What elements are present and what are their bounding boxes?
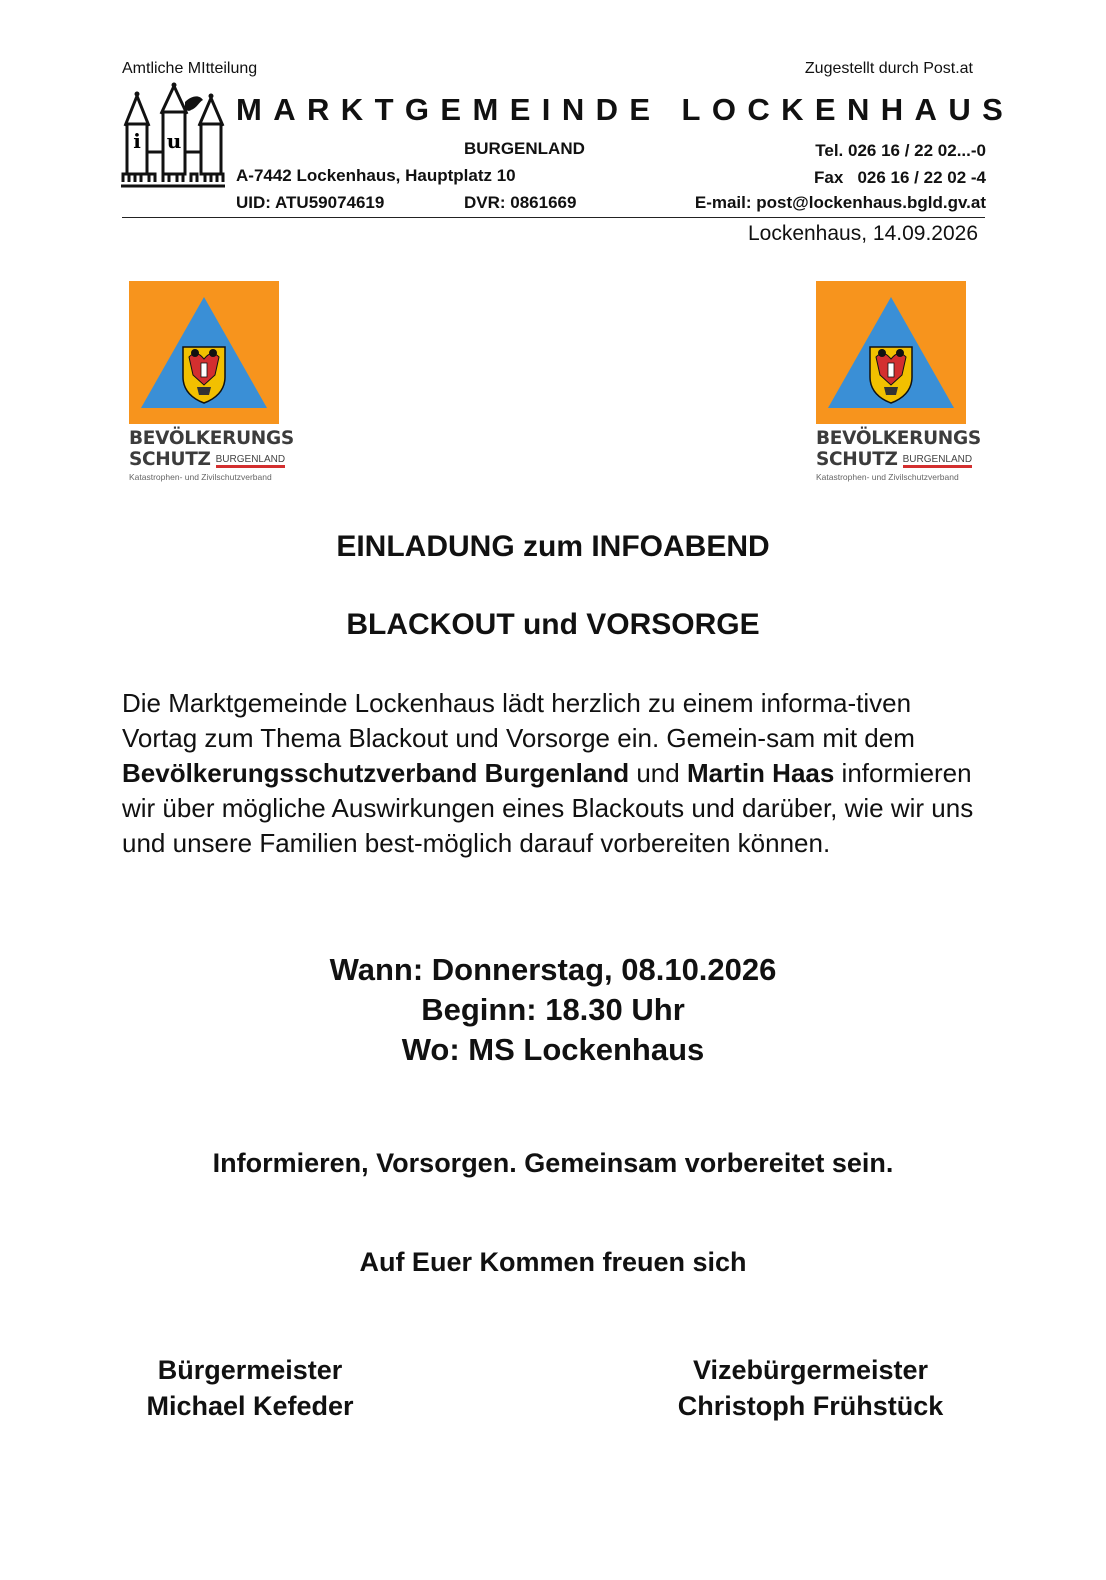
telephone-number: Tel. 026 16 / 22 02...-0 — [815, 141, 986, 160]
paragraph-text-2: und — [629, 758, 687, 788]
mayor-name: Michael Kefeder — [146, 1391, 354, 1421]
vice-mayor-title: Vizebürgermeister — [692, 1355, 929, 1385]
fax-number: Fax 026 16 / 22 02 -4 — [813, 168, 986, 187]
civil-protection-logo-left — [129, 281, 294, 491]
slogan: Informieren, Vorsorgen. Gemeinsam vorbereitet sein. — [212, 1148, 894, 1178]
logo-subline: Katastrophen- und Zivilschutzverband — [129, 472, 272, 482]
topic-heading: BLACKOUT und VORSORGE — [346, 608, 760, 641]
email-address: E-mail: post@lockenhaus.bgld.gv.at — [694, 193, 986, 212]
civil-protection-logo-right — [816, 281, 981, 491]
logo-subline: Katastrophen- und Zivilschutzverband — [816, 472, 959, 482]
crest-letter-u: u — [166, 129, 182, 153]
civil-protection-emblem — [816, 281, 966, 424]
invitation-paragraph — [122, 686, 988, 861]
document-date: Lockenhaus, 14.09.2026 — [747, 222, 978, 245]
event-date: Wann: Donnerstag, 08.10.2026 — [329, 952, 777, 987]
logo-region: BURGENLAND — [903, 454, 972, 468]
official-notice-label: Amtliche MItteilung — [122, 60, 258, 77]
closing-line: Auf Euer Kommen freuen sich — [359, 1247, 747, 1277]
event-details — [0, 950, 1106, 1070]
dvr-number: DVR: 0861669 — [464, 193, 577, 212]
event-start-time: Beginn: 18.30 Uhr — [421, 992, 685, 1027]
town-crest-logo — [119, 82, 227, 194]
uid-number: UID: ATU59074619 — [236, 193, 385, 212]
municipality-name: MARKTGEMEINDE LOCKENHAUS — [236, 92, 1015, 127]
signature-vice-mayor — [648, 1352, 973, 1424]
civil-protection-emblem — [129, 281, 279, 424]
vice-mayor-name: Christoph Frühstück — [677, 1391, 944, 1421]
logo-region: BURGENLAND — [216, 454, 285, 468]
signature-mayor — [110, 1352, 390, 1424]
paragraph-bold-speaker: Martin Haas — [686, 758, 835, 788]
paragraph-bold-association: Bevölkerungsschutzverband Burgenland — [122, 758, 630, 788]
state-name: BURGENLAND — [464, 139, 585, 158]
logo-word-bevoelkerungs: BEVÖLKERUNGS — [129, 428, 294, 449]
mayor-title: Bürgermeister — [157, 1355, 343, 1385]
municipality-address: A-7442 Lockenhaus, Hauptplatz 10 — [236, 166, 516, 185]
logo-word-schutz: SCHUTZ — [816, 449, 898, 470]
delivery-note: Zugestellt durch Post.at — [804, 60, 973, 77]
paragraph-text-1: Die Marktgemeinde Lockenhaus lädt herzlich zu einem informa-tiven Vortag zum Thema Blackout und Vorsorge ein. Gemein-sam mit dem — [122, 688, 915, 753]
invitation-heading: EINLADUNG zum INFOABEND — [336, 530, 770, 563]
logo-word-bevoelkerungs: BEVÖLKERUNGS — [816, 428, 981, 449]
header-divider — [122, 217, 985, 218]
paragraph-text-3: informieren wir über mögliche Auswirkungen eines Blackouts und darüber, wie wir uns und unsere Familien best-möglich darauf vorbereiten können. — [122, 758, 974, 858]
logo-word-schutz: SCHUTZ — [129, 449, 211, 470]
crest-letter-i: i — [133, 129, 141, 153]
event-location: Wo: MS Lockenhaus — [401, 1032, 705, 1067]
